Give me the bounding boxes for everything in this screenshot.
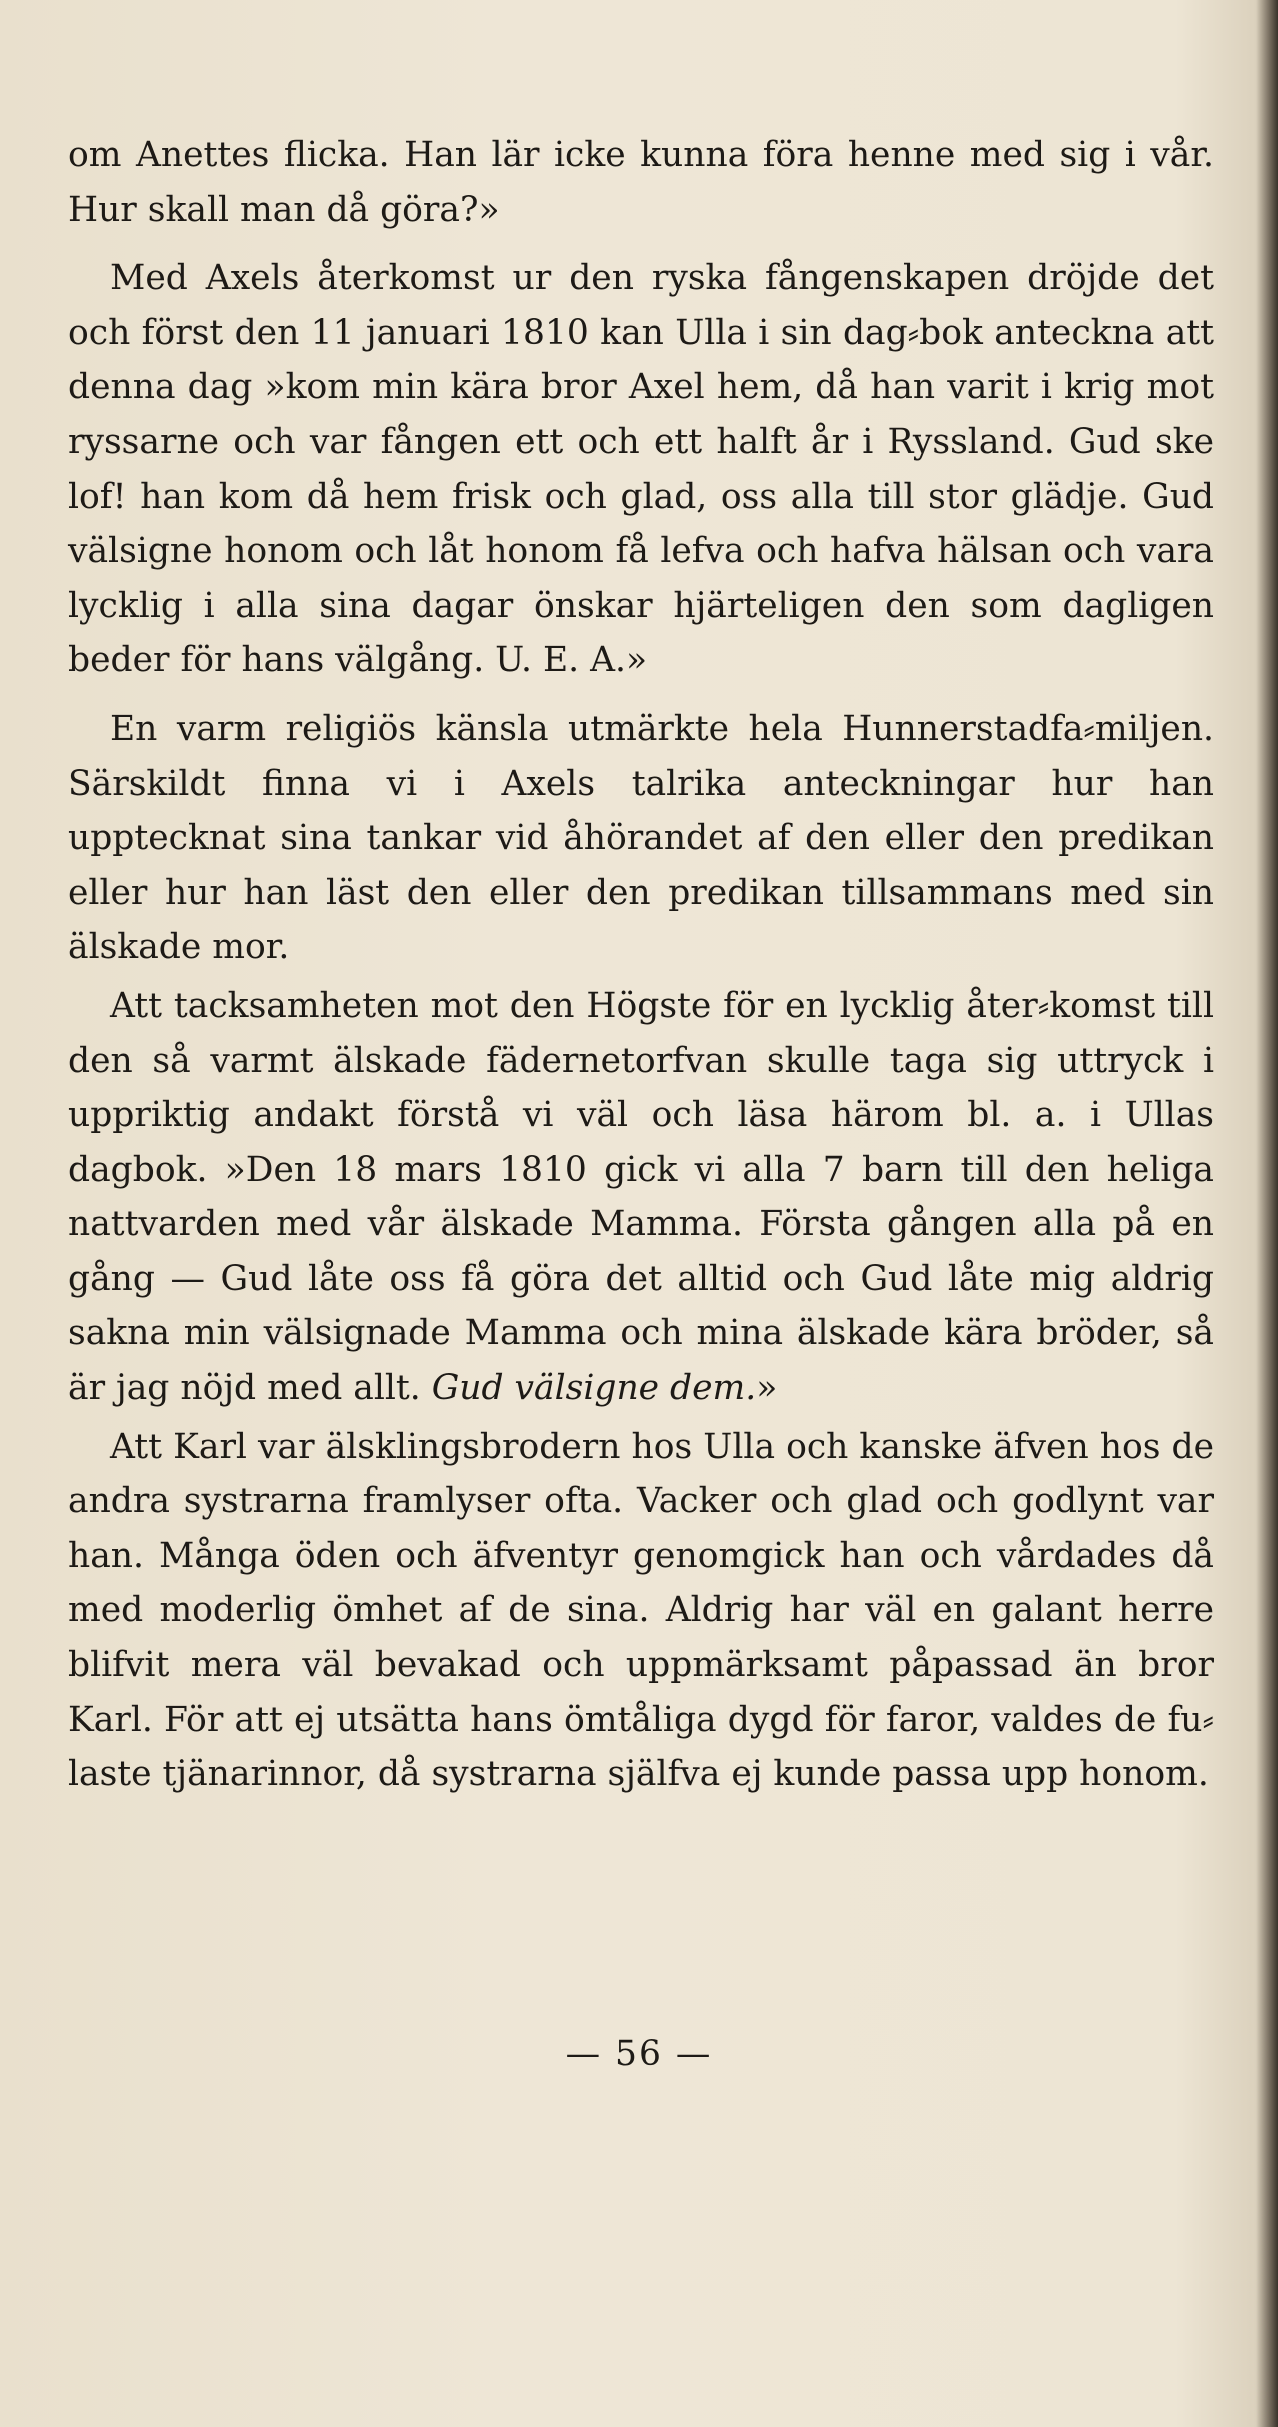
paragraph-4-italic: Gud välsigne dem. [431, 1368, 757, 1409]
paragraph-4-closing: » [756, 1368, 778, 1409]
paragraph-2: Med Axels återkomst ur den ryska fångenskapen dröjde det och först den 11 januari 1810 kan Ulla i sin dag⸗bok anteckna att denna dag »kom min kära bror Axel hem, då han varit i krig mot ryssarne och var fången ett och ett halft år i Ryssland. Gud ske lof! han kom då hem frisk och glad, oss alla till stor glädje. Gud välsigne honom och låt honom få lefva och hafva hälsan och vara lycklig i alla sina dagar önskar hjärteligen den som dagligen beder för hans välgång. U. E. A.» [68, 258, 1214, 681]
paragraph-3: En varm religiös känsla utmärkte hela Hunnerstadfa⸗miljen. Särskildt finna vi i Axels talrika anteckningar hur han upptecknat sina tankar vid åhörandet af den eller den predikan eller hur han läst den eller den predikan tillsammans med sin älskade mor. [68, 708, 1214, 968]
paragraph-1: om Anettes flicka. Han lär icke kunna föra henne med sig i vår. Hur skall man då göra?» [68, 135, 1214, 230]
paragraph-4 [68, 979, 1214, 1416]
page-number: — 56 — [565, 2034, 713, 2074]
page-edge-shadow [1256, 0, 1278, 2427]
body-text [68, 128, 1214, 1802]
paragraph-4-body: Att tacksamheten mot den Högste för en lycklig åter⸗komst till den så varmt älskade fädernetorfvan skulle taga sig uttryck i uppriktig andakt förstå vi väl och läsa härom bl. a. i Ullas dagbok. »Den 18 mars 1810 gick vi alla 7 barn till den heliga nattvarden med vår älskade Mamma. Första gången alla på en gång — Gud låte oss få göra det alltid och Gud låte mig aldrig sakna min välsignade Mamma och mina älskade kära bröder, så är jag nöjd med allt. [68, 985, 1214, 1409]
paragraph-5: Att Karl var älsklingsbrodern hos Ulla och kanske äfven hos de andra systrarna framlyser ofta. Vacker och glad och godlynt var han. Många öden och äfventyr genomgick han och vårdades då med moderlig ömhet af de sina. Aldrig har väl en galant herre blifvit mera väl bevakad och uppmärksamt påpassad än bror Karl. För att ej utsätta hans ömtåliga dygd för faror, valdes de fu⸗laste tjänarinnor, då systrarna själfva ej kunde passa upp honom. [68, 1426, 1214, 1795]
